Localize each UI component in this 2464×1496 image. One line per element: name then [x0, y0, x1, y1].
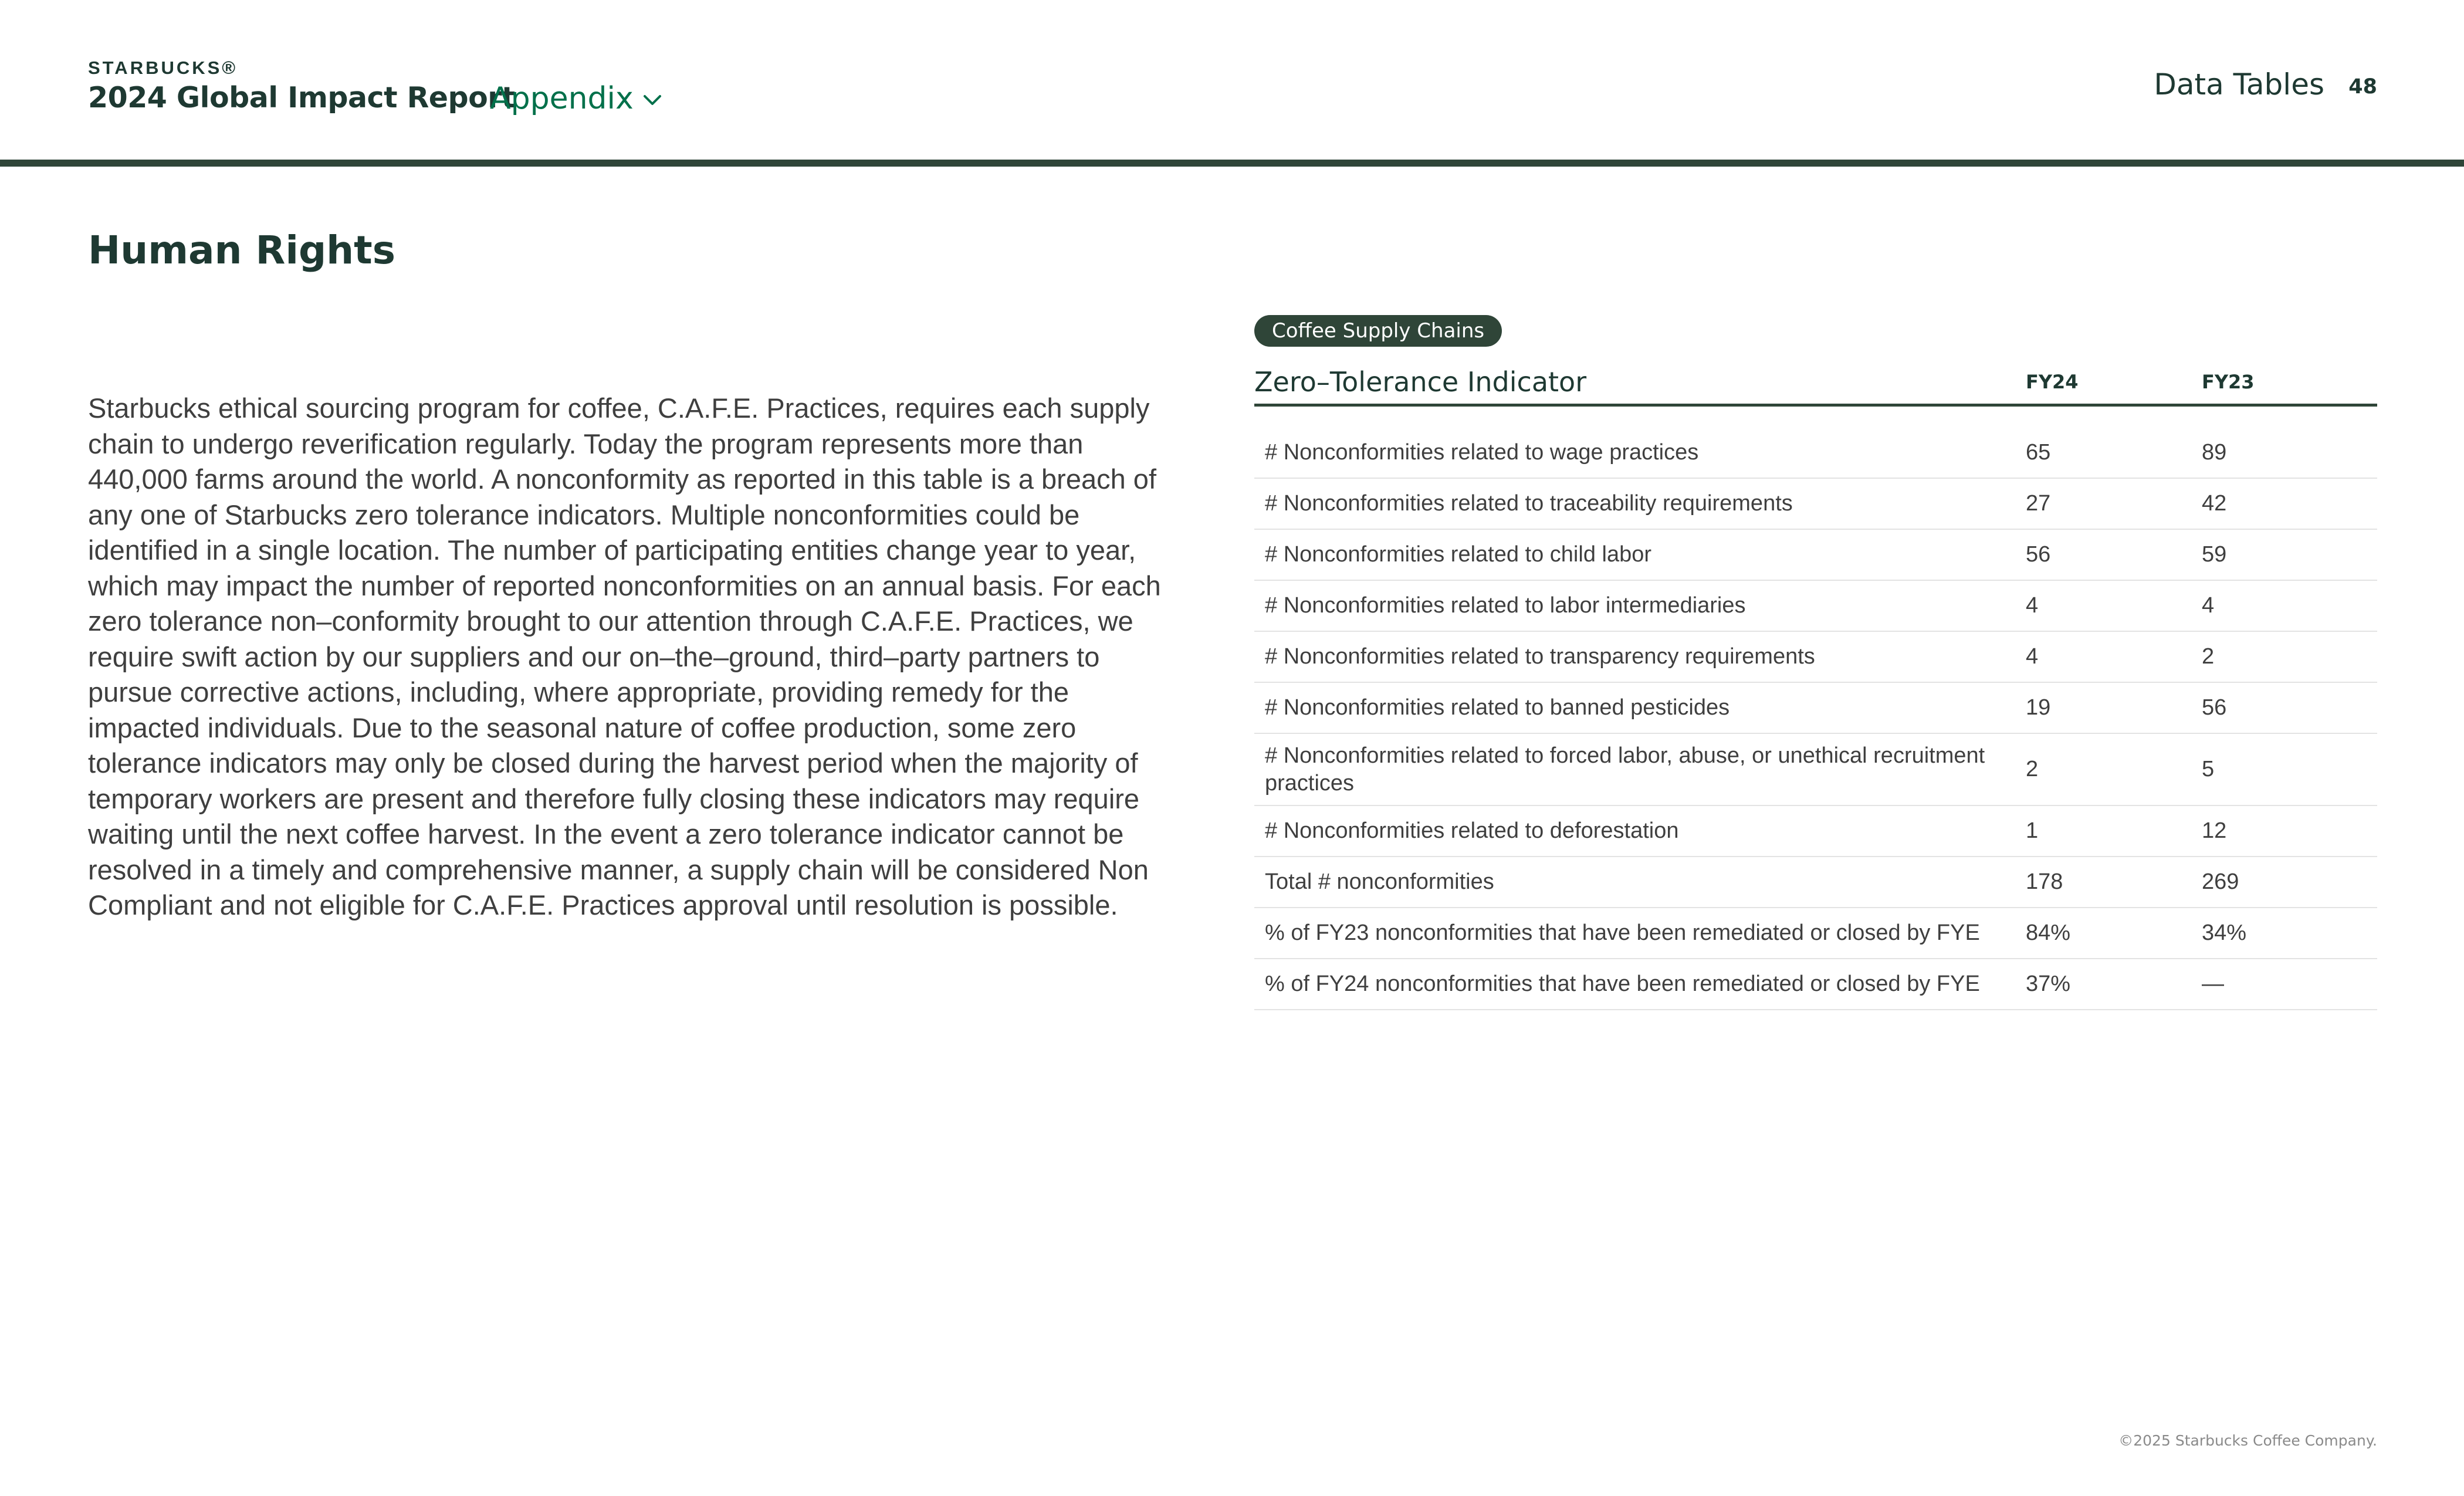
fy24-value: 56: [2026, 542, 2051, 567]
header-indicator: Zero–Tolerance Indicator: [1254, 366, 1587, 398]
section-name: Data Tables: [2154, 67, 2324, 101]
header-fy24: FY24: [2026, 371, 2079, 393]
copyright-notice: ©2025 Starbucks Coffee Company.: [2118, 1432, 2377, 1449]
fy23-value: 56: [2202, 695, 2227, 720]
table-row: [1254, 632, 2377, 683]
zero-tolerance-table: [1254, 364, 2377, 1010]
fy24-value: 4: [2026, 644, 2039, 669]
table-row: [1254, 857, 2377, 908]
brand-logo: STARBUCKS®: [88, 57, 238, 78]
fy24-value: 178: [2026, 869, 2063, 894]
body-paragraph: Starbucks ethical sourcing program for coffee, C.A.F.E. Practices, requires each supply chain to undergo reverification regularly. Today the program represents more than 440,000 farms around the world. A nonconformity as reported in this table is a breach of any one of Starbucks zero tolerance indicators. Multiple nonconformities could be identified in a single location. The number of participating entities change year to year, which may impact the number of reported nonconformities on an annual basis. For each zero tolerance non–conformity brought to our attention through C.A.F.E. Practices, we require swift action by our suppliers and our on–the–ground, third–party partners to pursue corrective actions, including, where appropriate, providing remedy for the impacted individuals. Due to the seasonal nature of coffee production, some zero tolerance indicators may only be closed during the harvest period when the majority of temporary workers are present and therefore fully closing these indicators may require waiting until the next coffee harvest. In the event a zero tolerance indicator cannot be resolved in a timely and comprehensive manner, a supply chain will be considered Non Compliant and not eligible for C.A.F.E. Practices approval until resolution is possible.: [88, 392, 1161, 920]
page-header: [0, 0, 2464, 160]
page-number: 48: [2348, 75, 2377, 99]
row-label: # Nonconformities related to deforestation: [1265, 818, 1679, 843]
table-row: [1254, 734, 2377, 806]
fy24-value: 4: [2026, 593, 2039, 618]
fy23-value: 5: [2202, 757, 2215, 781]
row-label: # Nonconformities related to labor intermediaries: [1265, 593, 1746, 618]
header-fy23: FY23: [2202, 371, 2255, 393]
fy24-value: 1: [2026, 818, 2039, 843]
fy23-value: 42: [2202, 491, 2227, 516]
table-row: [1254, 806, 2377, 857]
table-row: [1254, 428, 2377, 479]
table-row: [1254, 479, 2377, 530]
table-row: [1254, 581, 2377, 632]
chevron-down-icon: [643, 94, 662, 106]
page-title: Human Rights: [88, 228, 396, 273]
fy23-value: 59: [2202, 542, 2227, 567]
row-label: # Nonconformities related to child labor: [1265, 542, 1652, 567]
appendix-dropdown[interactable]: [490, 81, 662, 116]
fy23-value: 2: [2202, 644, 2215, 669]
fy24-value: 84%: [2026, 920, 2071, 945]
row-label: # Nonconformities related to traceability requirements: [1265, 491, 1793, 516]
table-row: [1254, 959, 2377, 1010]
header-divider: [0, 160, 2464, 167]
fy24-value: 37%: [2026, 972, 2071, 996]
table-row: [1254, 908, 2377, 959]
row-label: % of FY23 nonconformities that have been remediated or closed by FYE: [1265, 920, 1980, 945]
row-label: # Nonconformities related to transparency requirements: [1265, 644, 1815, 669]
fy23-value: 89: [2202, 440, 2227, 465]
fy23-value: 12: [2202, 818, 2227, 843]
table-row: [1254, 683, 2377, 734]
fy24-value: 65: [2026, 440, 2051, 465]
row-label: # Nonconformities related to wage practices: [1265, 440, 1699, 465]
row-label: % of FY24 nonconformities that have been remediated or closed by FYE: [1265, 972, 1980, 996]
fy24-value: 2: [2026, 757, 2039, 781]
fy24-value: 27: [2026, 491, 2051, 516]
fy23-value: —: [2202, 972, 2224, 996]
supply-chain-tag: Coffee Supply Chains: [1254, 315, 1502, 347]
fy23-value: 34%: [2202, 920, 2247, 945]
table-header: [1254, 364, 2377, 407]
row-label: Total # nonconformities: [1265, 869, 1494, 894]
fy23-value: 4: [2202, 593, 2215, 618]
appendix-dropdown-label: Appendix: [490, 81, 634, 116]
table-row: [1254, 530, 2377, 581]
row-label: # Nonconformities related to forced labor, abuse, or unethical recruitment practices: [1265, 743, 1985, 796]
report-title: 2024 Global Impact Report: [88, 81, 515, 114]
fy24-value: 19: [2026, 695, 2051, 720]
fy23-value: 269: [2202, 869, 2239, 894]
row-label: # Nonconformities related to banned pesticides: [1265, 695, 1730, 720]
